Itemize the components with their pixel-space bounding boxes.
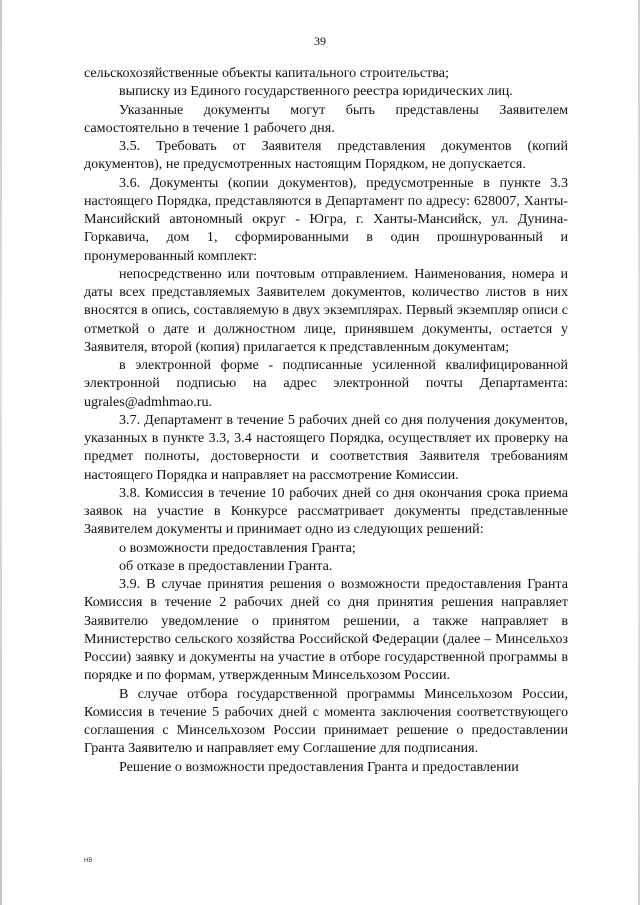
- decision-option-refusal: об отказе в предоставлении Гранта.: [119, 557, 333, 574]
- paragraph-3-5: 3.5. Требовать от Заявителя представления документов (копий документов), не предусмотренных настоящим Порядком, не допускается.: [84, 138, 568, 173]
- paragraph-continuation: сельскохозяйственные объекты капитального строительства;: [84, 65, 449, 81]
- footer-mark: НВ: [84, 858, 93, 864]
- page-edge-left: [0, 0, 2, 905]
- decision-option-grant: о возможности предоставления Гранта;: [119, 539, 356, 556]
- paragraph-egrul-extract: выписку из Единого государственного реестра юридических лиц.: [119, 83, 513, 100]
- paragraph-documents-submission: Указанные документы могут быть представлены Заявителем самостоятельно в течение 1 рабочего дня.: [84, 101, 568, 136]
- paragraph-decision-continued: Решение о возможности предоставления Гранта и предоставлении: [119, 758, 519, 775]
- paragraph-3-7: 3.7. Департамент в течение 5 рабочих дней со дня получения документов, указанных в пункте 3.3, 3.4 настоящего Порядка, осуществляет их проверку на предмет полноты, достоверности и соответствия Заявителя требованиям настоящего Порядка и направляет на рассмотрение Комиссии.: [84, 411, 568, 483]
- paragraph-3-8: 3.8. Комиссия в течение 10 рабочих дней со дня окончания срока приема заявок на участие в Конкурсе рассматривает документы представленные Заявителем документы и принимает одно из следующих решений:: [84, 484, 568, 538]
- paragraph-direct-postal: непосредственно или почтовым отправлением. Наименования, номера и даты всех представляемых Заявителем документов, количество листов в них вносятся в опись, составляемую в двух экземплярах. Первый экземпляр описи с отметкой о дате и должностном лице, принявшем документы, остается у Заявителя, второй (копия) прилагается к представленным документам;: [84, 265, 568, 355]
- paragraph-3-9: 3.9. В случае принятия решения о возможности предоставления Гранта Комиссия в течение 2 рабочих дней со дня принятия решения направляет Заявителю уведомление о принятом решении, а также направляет в Министерство сельского хозяйства Российской Федерации (далее – Минсельхоз России) заявку и документы на участие в отборе государственной программы в порядке и по формам, утвержденным Минсельхозом России.: [84, 576, 568, 684]
- document-body: [84, 64, 568, 776]
- paragraph-electronic-form: в электронной форме - подписанные усиленной квалифицированной электронной подписью на адрес электронной почты Департамента: ugrales@admhmao.ru.: [84, 357, 568, 410]
- paragraph-program-selection: В случае отбора государственной программы Минсельхозом России, Комиссия в течение 5 рабочих дней с момента заключения соответствующего соглашения с Минсельхозом России принимает решение о предоставлении Гранта Заявителю и направляет ему Соглашение для подписания.: [84, 685, 568, 757]
- paragraph-3-6: 3.6. Документы (копии документов), предусмотренные в пункте 3.3 настоящего Порядка, представляются в Департамент по адресу: 628007, Ханты-Мансийский автономный округ - Югра, г. Ханты-Мансийск, ул. Дунина-Горкавича, дом 1, сформированными в один прошнурованный и пронумерованный комплект:: [84, 174, 568, 264]
- page-number: 39: [314, 34, 326, 48]
